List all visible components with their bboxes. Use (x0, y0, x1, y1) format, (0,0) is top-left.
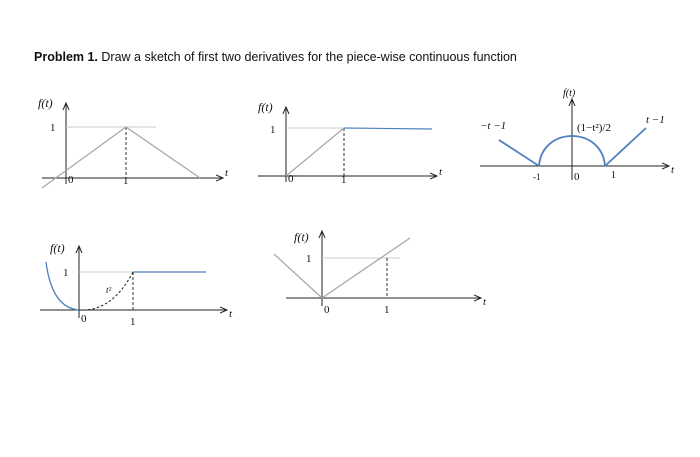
g4-ylabel: f(t) (50, 241, 65, 255)
g3-left-label: −t −1 (480, 120, 507, 132)
g3-neg-one: -1 (533, 172, 541, 182)
problem-text: Draw a sketch of first two derivatives for the piece-wise continuous function (101, 50, 517, 64)
g3-one-x: 1 (611, 170, 616, 181)
g3-ylabel: f(t) (563, 88, 576, 99)
g5-one-y: 1 (306, 253, 312, 265)
g5-left-line (274, 254, 322, 298)
g4-zero: 0 (81, 313, 87, 325)
g3-mid-label: (1−t²)/2 (577, 122, 611, 134)
graph-5-abs (274, 230, 487, 316)
g2-ramp (286, 128, 344, 176)
g5-xlabel: t (483, 296, 487, 308)
graph-3-piecewise (480, 88, 675, 183)
g4-curve-label: t² (106, 285, 112, 295)
g1-xlabel: t (225, 167, 229, 179)
g2-one-x: 1 (341, 174, 347, 186)
g4-one-y: 1 (63, 267, 69, 279)
g1-ylabel: f(t) (38, 96, 53, 110)
g3-right-line (605, 128, 646, 166)
g5-zero: 0 (324, 304, 330, 316)
g4-one-x: 1 (130, 316, 136, 328)
graph-2-ramp (258, 100, 443, 186)
g2-xlabel: t (439, 166, 443, 178)
g3-zero: 0 (574, 171, 580, 183)
g2-ylabel: f(t) (258, 100, 273, 114)
g3-left-line (499, 140, 539, 166)
g1-zero: 0 (68, 174, 74, 186)
graph-4-parabola-step (40, 241, 233, 328)
g2-plateau (344, 128, 432, 129)
problem-label: Problem 1. (34, 50, 98, 64)
g1-one-y: 1 (50, 122, 56, 134)
g3-xlabel: t (671, 164, 675, 176)
g3-right-label: t −1 (646, 114, 665, 126)
g2-one-y: 1 (270, 124, 276, 136)
g5-one-x: 1 (384, 304, 390, 316)
g5-ylabel: f(t) (294, 230, 309, 244)
g2-zero: 0 (288, 173, 294, 185)
g4-xlabel: t (229, 308, 233, 320)
g1-one-x: 1 (123, 175, 129, 187)
g5-right-line (322, 238, 410, 298)
graph-1-triangle (38, 96, 229, 188)
